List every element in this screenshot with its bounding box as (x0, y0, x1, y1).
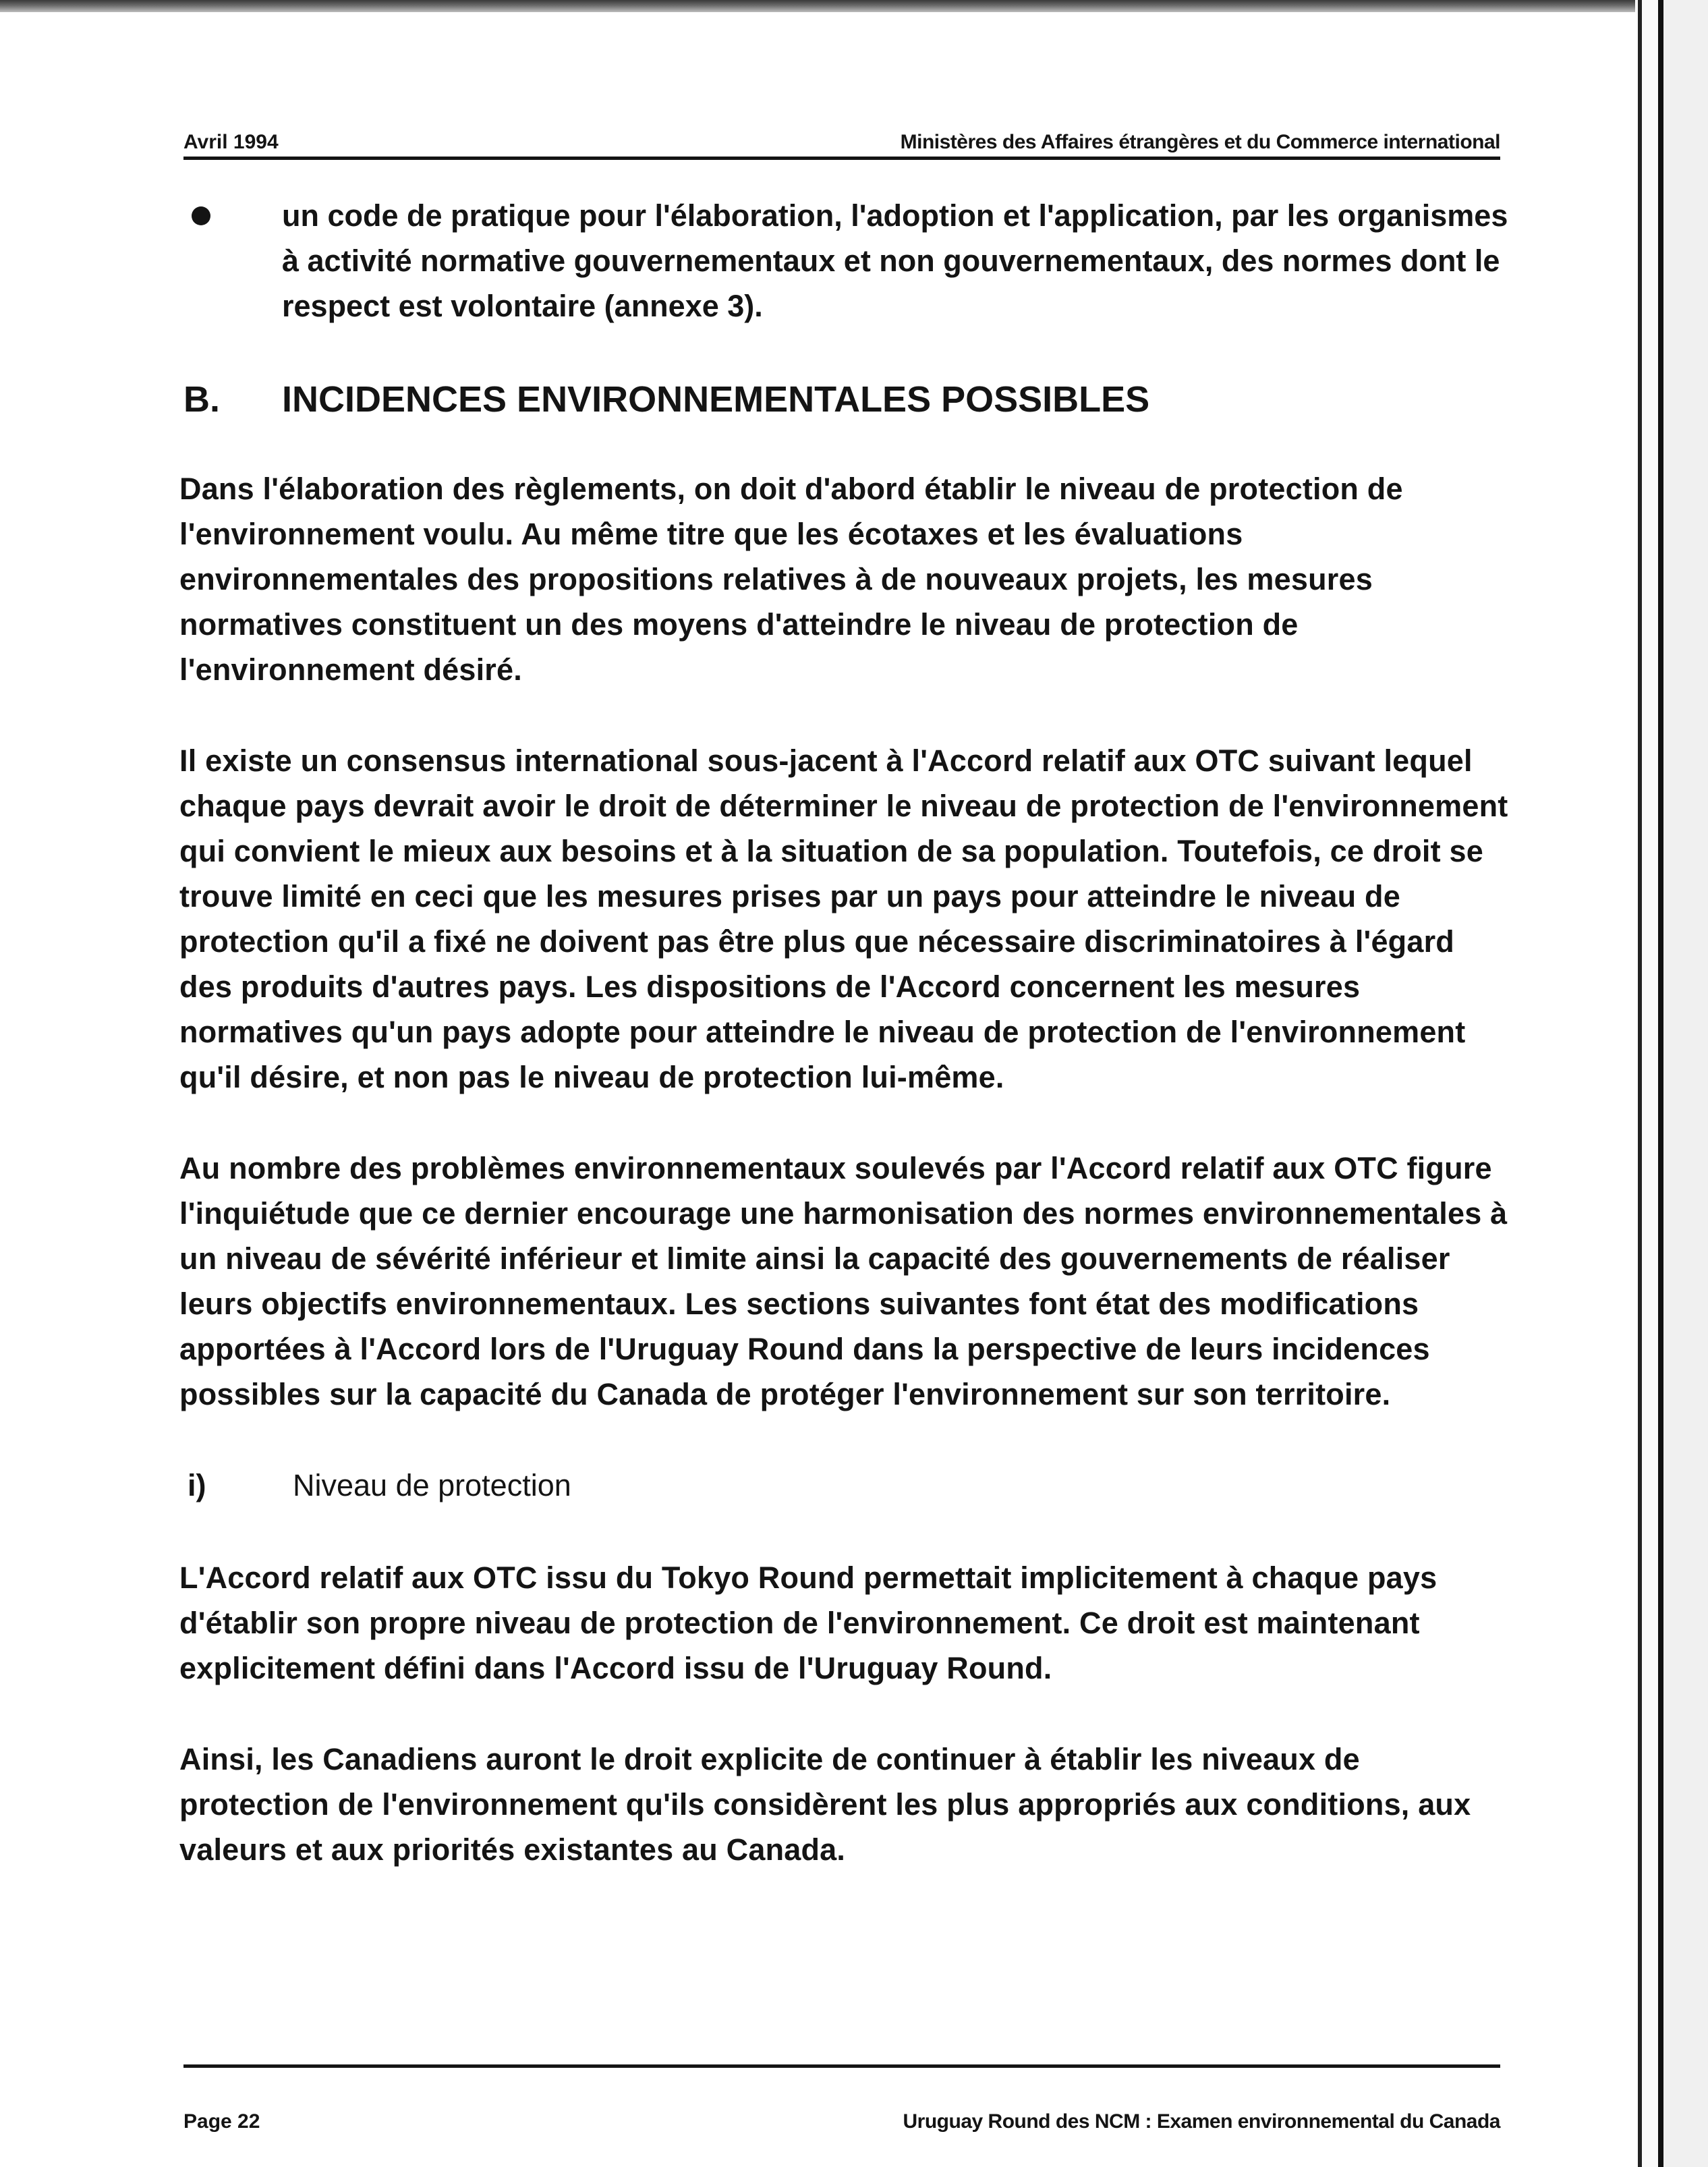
page-footer (183, 2104, 1500, 2137)
paragraph: Ainsi, les Canadiens auront le droit explicite de continuer à établir les niveaux de protection de l'environnement qu'ils considèrent les plus appropriés aux conditions, aux valeurs et aux priorités existantes au Canada. (179, 1742, 1471, 1867)
paragraph: L'Accord relatif aux OTC issu du Tokyo Round permettait implicitement à chaque pays d'établir son propre niveau de protection de l'environnement. Ce droit est maintenant explicitement défini dans l'Accord issu de l'Uruguay Round. (179, 1560, 1437, 1685)
bullet-text: un code de pratique pour l'élaboration, l'adoption et l'application, par les organismes à activité normative gouvernementaux et non gouvernementaux, des normes dont le respect est volontaire (annexe 3). (282, 198, 1508, 323)
subsection-title: Niveau de protection (293, 1468, 571, 1502)
paragraph: Il existe un consensus international sous-jacent à l'Accord relatif aux OTC suivant lequel chaque pays devrait avoir le droit de déterminer le niveau de protection de l'environnement qui convient le mieux aux besoins et à la situation de sa population. Toutefois, ce droit se trouve limité en ceci que les mesures prises par un pays pour atteindre le niveau de protection qu'il a fixé ne doivent pas être plus que nécessaire discriminatoires à l'égard des produits d'autres pays. Les dispositions de l'Accord concernent les mesures normatives qu'un pays adopte pour atteindre le niveau de protection de l'environnement qu'il désire, et non pas le niveau de protection lui-même. (179, 743, 1508, 1094)
page-header (183, 121, 1500, 158)
paragraph: Dans l'élaboration des règlements, on doit d'abord établir le niveau de protection de l'environnement voulu. Au même titre que les écotaxes et les évaluations environnementales des propositions relatives à de nouveaux projets, les mesures normatives constituent un des moyens d'atteindre le niveau de protection de l'environnement désiré. (179, 472, 1403, 687)
scan-edge-top (0, 0, 1708, 12)
footer-page-number: Page 22 (183, 2110, 260, 2133)
section-title: INCIDENCES ENVIRONNEMENTALES POSSIBLES (282, 379, 1150, 420)
subsection-number: i) (188, 1468, 206, 1502)
section-number: B. (183, 379, 220, 420)
page-body (179, 193, 1515, 1918)
footer-title: Uruguay Round des NCM : Examen environnemental du Canada (903, 2110, 1500, 2133)
footer-rule (183, 2064, 1500, 2068)
bullet-item (179, 193, 1515, 329)
header-date: Avril 1994 (183, 131, 279, 153)
paragraph: Au nombre des problèmes environnementaux soulevés par l'Accord relatif aux OTC figure l'inquiétude que ce dernier encourage une harmonisation des normes environnementales à un niveau de sévérité inférieur et limite ainsi la capacité des gouvernements de réaliser leurs objectifs environnementaux. Les sections suivantes font état des modifications apportées à l'Accord lors de l'Uruguay Round dans la perspective de leurs incidences possibles sur la capacité du Canada de protéger l'environnement sur son territoire. (179, 1151, 1508, 1411)
header-ministry: Ministères des Affaires étrangères et du Commerce international (900, 131, 1500, 153)
section-heading (179, 376, 1515, 423)
bullet-dot-icon (192, 206, 210, 225)
subsection-heading (179, 1463, 1515, 1508)
scan-edge-right (1635, 0, 1708, 2167)
header-rule (183, 157, 1500, 160)
